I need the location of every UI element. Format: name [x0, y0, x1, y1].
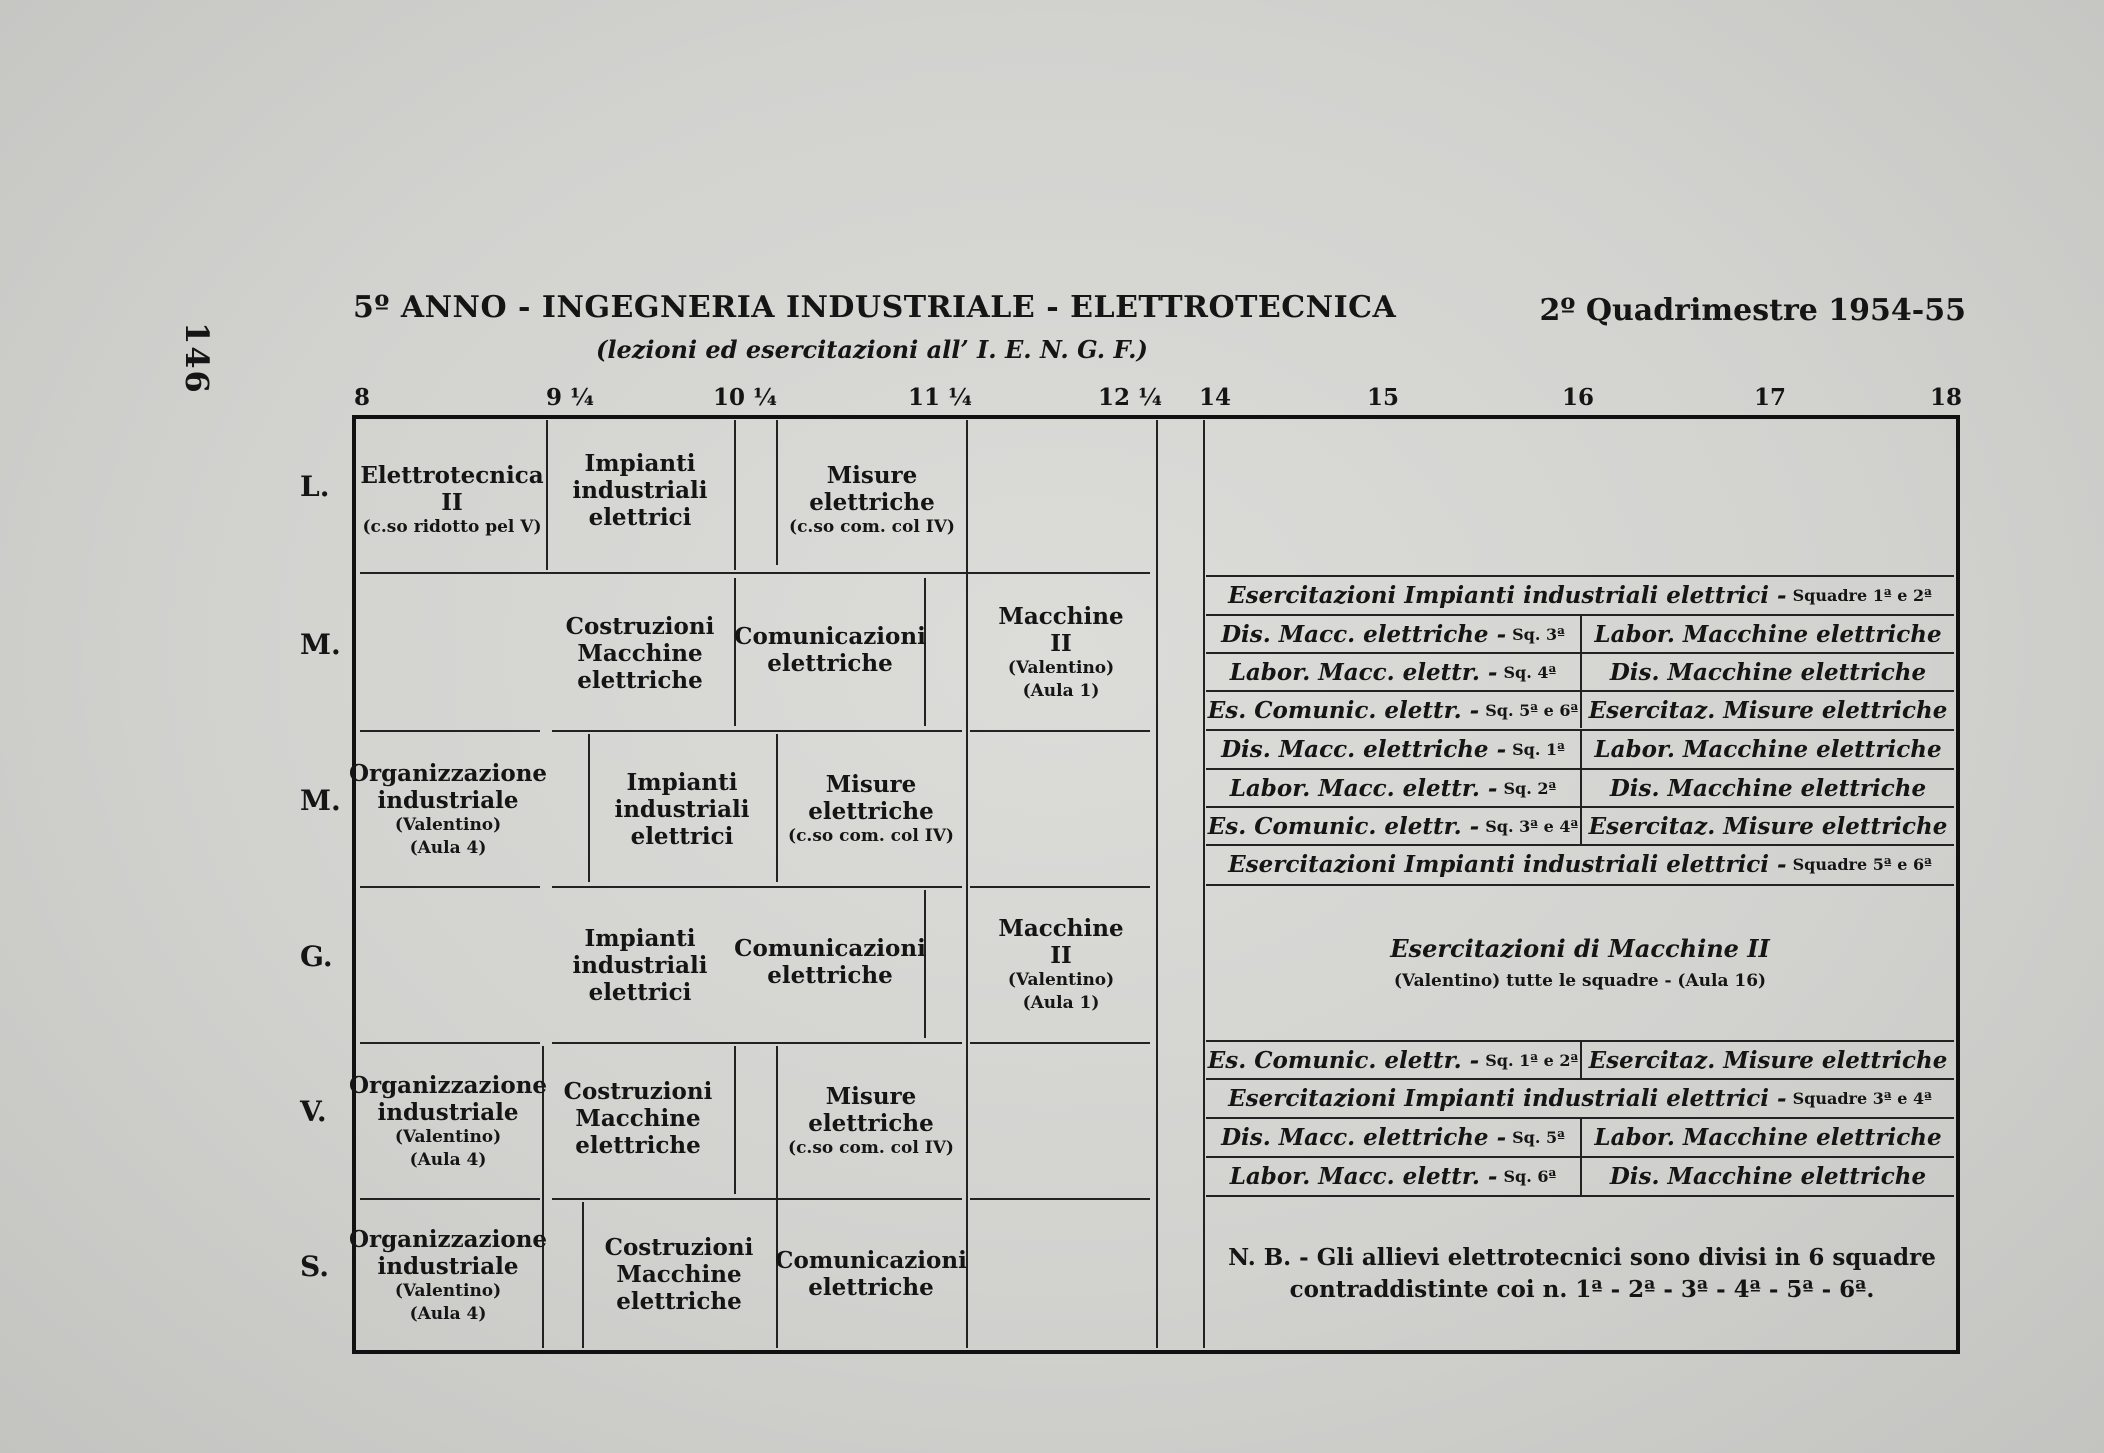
afternoon-right: Labor. Macchine elettriche — [1594, 620, 1942, 648]
footnote: N. B. - Gli allievi elettrotecnici sono divisi in 6 squadre contraddistinte coi n. 1ª - 2ª - 3ª - 4ª - 5ª - 6ª. — [1228, 1244, 1936, 1303]
time-tick: 9 ¼ — [546, 384, 594, 411]
afternoon-left: Es. Comunic. elettr. - Sq. 5ª e 6ª — [1207, 696, 1579, 724]
course-macchine: Macchine II (Valentino) (Aula 1) — [998, 603, 1124, 701]
course-comunicazioni: Comunicazioni elettriche — [775, 1247, 967, 1301]
afternoon-right: Esercitaz. Misure elettriche — [1588, 696, 1948, 724]
afternoon-right: Dis. Macchine elettriche — [1609, 1162, 1927, 1190]
afternoon-right: Esercitaz. Misure elettriche — [1588, 1046, 1948, 1074]
time-tick: 11 ¼ — [907, 384, 973, 411]
course-organizzazione: Organizzazione industriale (Valentino) (Aula 4) — [348, 1226, 548, 1324]
afternoon-left: Dis. Macc. elettriche - Sq. 3ª — [1221, 620, 1565, 648]
day-label: L. — [300, 470, 330, 503]
afternoon-left: Dis. Macc. elettriche - Sq. 5ª — [1221, 1123, 1565, 1151]
time-tick: 10 ¼ — [712, 384, 778, 411]
course-costruzioni: Costruzioni Macchine elettriche — [563, 1077, 713, 1159]
time-tick: 16 — [1561, 384, 1595, 411]
afternoon-left: Dis. Macc. elettriche - Sq. 1ª — [1221, 735, 1565, 763]
course-comunicazioni: Comunicazioni elettriche — [734, 935, 926, 989]
course-macchine: Macchine II (Valentino) (Aula 1) — [998, 915, 1124, 1013]
subtitle: (lezioni ed esercitazioni all’ I. E. N. G. F.) — [596, 335, 1148, 364]
course-costruzioni: Costruzioni Macchine elettriche — [604, 1233, 754, 1315]
afternoon-right: Labor. Macchine elettriche — [1594, 735, 1942, 763]
page-title: 5º ANNO - INGEGNERIA INDUSTRIALE - ELETTROTECNICA — [353, 290, 1397, 325]
afternoon-left: Labor. Macc. elettr. - Sq. 6ª — [1229, 1162, 1557, 1190]
afternoon-right: Dis. Macchine elettriche — [1609, 658, 1927, 686]
course-misure: Misure elettriche (c.so com. col IV) — [788, 1082, 954, 1158]
course-comunicazioni: Comunicazioni elettriche — [734, 623, 926, 677]
course-costruzioni: Costruzioni Macchine elettriche — [565, 612, 715, 694]
day-label: G. — [300, 940, 333, 973]
afternoon-left: Labor. Macc. elettr. - Sq. 2ª — [1229, 774, 1557, 802]
afternoon-band: Esercitazioni Impianti industriali elettrici - Squadre 5ª e 6ª — [1228, 851, 1932, 878]
day-label: M. — [300, 784, 341, 817]
course-organizzazione: Organizzazione industriale (Valentino) (Aula 4) — [348, 1072, 548, 1170]
afternoon-band: Esercitazioni Impianti industriali elettrici - Squadre 1ª e 2ª — [1228, 581, 1932, 609]
day-label: M. — [300, 628, 341, 661]
course-impianti: Impianti industriali elettrici — [572, 924, 708, 1006]
afternoon-right: Labor. Macchine elettriche — [1594, 1123, 1942, 1151]
afternoon-left: Es. Comunic. elettr. - Sq. 1ª e 2ª — [1207, 1046, 1579, 1074]
course-impianti: Impianti industriali elettrici — [572, 449, 708, 531]
time-tick: 12 ¼ — [1097, 384, 1163, 411]
afternoon-macchine-block: Esercitazioni di Macchine II (Valentino) tutte le squadre - (Aula 16) — [1390, 933, 1770, 991]
afternoon-left: Labor. Macc. elettr. - Sq. 4ª — [1229, 658, 1557, 686]
time-tick: 17 — [1753, 384, 1787, 411]
time-tick: 15 — [1366, 384, 1400, 411]
afternoon-right: Esercitaz. Misure elettriche — [1588, 812, 1948, 840]
course-misure: Misure elettriche (c.so com. col IV) — [788, 770, 954, 846]
time-tick: 8 — [354, 384, 371, 411]
afternoon-right: Dis. Macchine elettriche — [1609, 774, 1927, 802]
term-label: 2º Quadrimestre 1954-55 — [1539, 293, 1966, 328]
day-label: V. — [300, 1095, 327, 1128]
time-tick: 14 — [1198, 384, 1232, 411]
course-impianti: Impianti industriali elettrici — [614, 768, 750, 850]
course-organizzazione: Organizzazione industriale (Valentino) (Aula 4) — [348, 760, 548, 858]
day-label: S. — [300, 1250, 329, 1283]
time-tick: 18 — [1929, 384, 1962, 411]
page-number: 146 — [178, 322, 216, 395]
course-misure: Misure elettriche (c.so com. col IV) — [789, 461, 955, 537]
afternoon-band: Esercitazioni Impianti industriali elettrici - Squadre 3ª e 4ª — [1228, 1084, 1932, 1112]
afternoon-left: Es. Comunic. elettr. - Sq. 3ª e 4ª — [1207, 812, 1579, 840]
course-elettrotecnica: Elettrotecnica II (c.so ridotto pel V) — [360, 461, 544, 537]
